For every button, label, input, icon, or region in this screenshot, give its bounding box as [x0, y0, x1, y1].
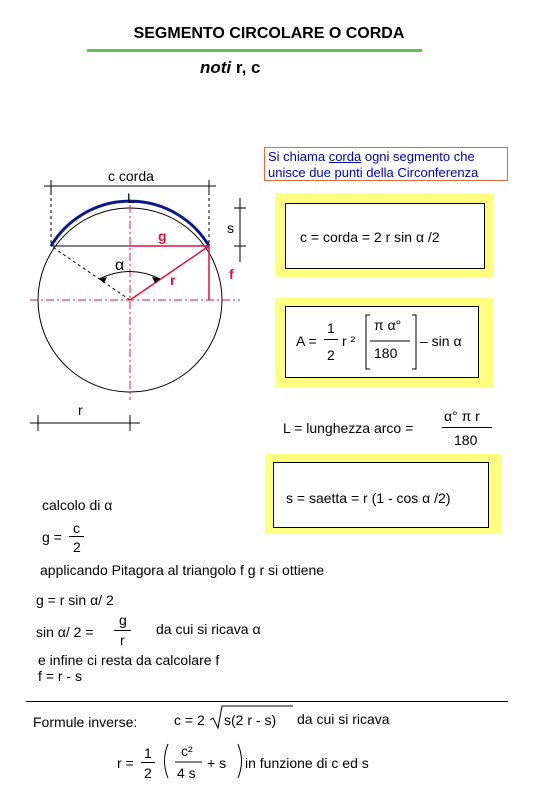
area-frac-num: 1 — [327, 320, 335, 336]
calc-heading: calcolo di α — [42, 497, 113, 513]
inverse-c-eq: c = 2 — [174, 712, 205, 728]
sin-frac-bar — [114, 630, 131, 631]
subtitle-prefix: noti — [200, 58, 232, 77]
arc-length-num: α° π r — [444, 408, 480, 424]
g-sin-eq: g = r sin α/ 2 — [36, 592, 114, 608]
inverse-c-root: s(2 r - s) — [224, 712, 277, 728]
g-eq: g = — [42, 529, 62, 545]
inverse-r-note: in funzione di c ed s — [245, 755, 369, 771]
area-r2: r ² — [342, 333, 356, 349]
page-title: SEGMENTO CIRCOLARE O CORDA — [133, 25, 405, 42]
r-label: r — [170, 272, 176, 288]
f-note: e infine ci resta da calcolare f — [38, 652, 220, 668]
inverse-c-note: da cui si ricava — [297, 711, 390, 727]
arc-label: L — [127, 190, 135, 206]
alpha-label: α — [115, 257, 125, 274]
area-formula-box — [285, 306, 479, 378]
arc-length-bar — [442, 427, 492, 428]
sagitta-formula-box — [273, 462, 489, 528]
sin-eq: sin α/ 2 = — [36, 624, 94, 640]
arc-length-prefix: L = lunghezza arco = — [283, 420, 414, 436]
chord-formula-box — [285, 203, 485, 269]
area-pi-alpha: π α° — [374, 317, 402, 333]
definition-text-3: unisce due punti della Circonferenza — [268, 165, 479, 180]
sin-note: da cui si ricava α — [156, 621, 261, 637]
f-label: f — [229, 266, 234, 282]
chord-formula: c = corda = 2 r sin α /2 — [300, 229, 440, 245]
subtitle-vars: r, c — [235, 58, 261, 77]
inverse-r-inner-num: c² — [181, 743, 193, 759]
inverse-r-frac-den: 2 — [144, 765, 152, 781]
arc-length-den: 180 — [454, 432, 478, 448]
g-num: c — [73, 520, 80, 536]
pythagoras-text: applicando Pitagora al triangolo f g r si ottiene — [40, 562, 325, 578]
radius-label: r — [78, 402, 83, 418]
f-eq: f = r - s — [38, 668, 82, 684]
chord-label: c corda — [108, 168, 154, 184]
s-label: s — [227, 220, 234, 236]
inverse-r-frac-num: 1 — [144, 745, 152, 761]
g-frac-bar — [69, 536, 84, 537]
sin-den: r — [120, 632, 125, 648]
inverse-r-frac-bar — [141, 762, 155, 763]
g-den: 2 — [73, 539, 81, 555]
area-minus-sin: – sin α — [420, 333, 462, 349]
area-180: 180 — [374, 345, 398, 361]
sagitta-formula: s = saetta = r (1 - cos α /2) — [286, 490, 451, 506]
inverse-r-eq: r = — [117, 755, 134, 771]
sin-num: g — [119, 612, 127, 628]
area-prefix: A = — [296, 333, 317, 349]
definition-text-1: Si chiama — [268, 149, 329, 164]
inverse-r-parens — [160, 742, 246, 782]
area-frac-bar — [324, 339, 338, 340]
definition-text-2: ogni segmento che — [361, 149, 475, 164]
definition-keyword: corda — [328, 149, 362, 164]
section-divider — [26, 701, 508, 702]
inverse-label: Formule inverse: — [33, 714, 138, 730]
inverse-r-plus: + s — [207, 755, 227, 771]
area-frac-den: 2 — [327, 347, 335, 363]
inverse-r-inner-den: 4 s — [177, 765, 196, 781]
g-label: g — [158, 228, 167, 244]
